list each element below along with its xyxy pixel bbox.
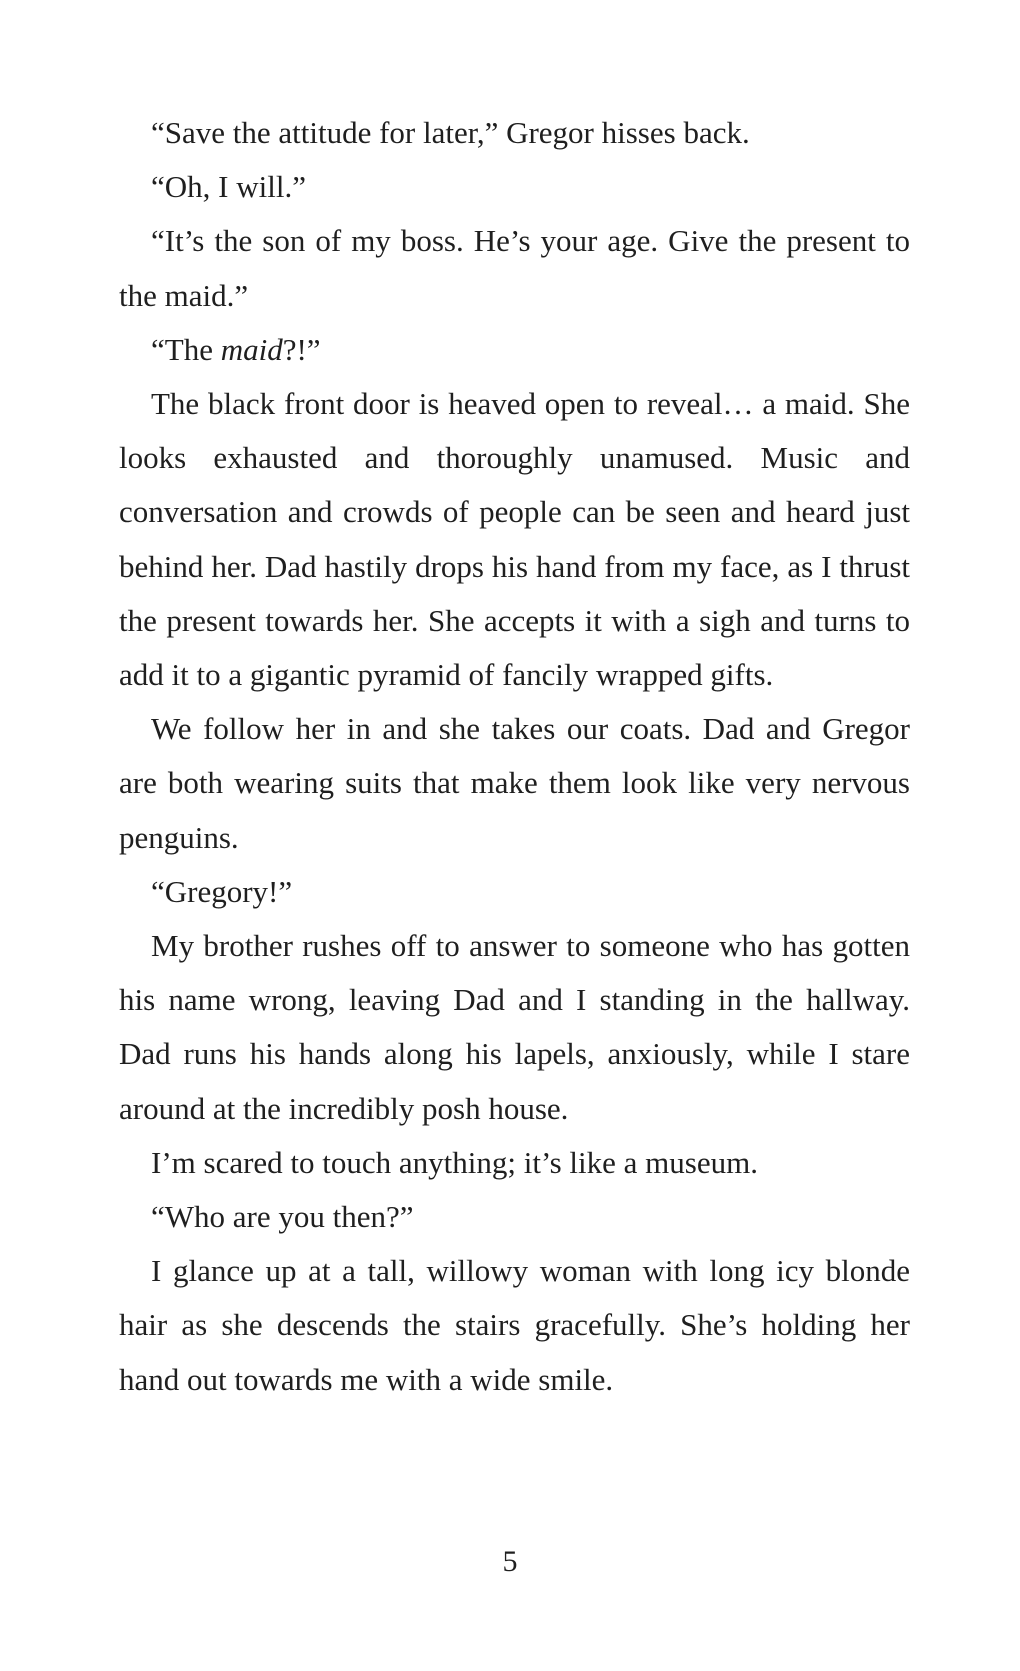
paragraph: “The maid?!” (151, 331, 321, 367)
paragraph: “Save the attitude for later,” Gregor hisses back. (151, 115, 750, 150)
paragraph: “Gregory!” (151, 873, 293, 909)
emphasis: maid (220, 331, 283, 367)
paragraph: I glance up at a tall, willowy woman with long icy blonde hair as she descends the stairs gracefully. She’s holding her hand out towards me with a wide smile. (119, 1253, 910, 1397)
paragraph: I’m scared to touch anything; it’s like a museum. (151, 1144, 758, 1180)
paragraph: We follow her in and she takes our coats. Dad and Gregor are both wearing suits that make them look like very nervous penguins. (119, 711, 910, 855)
page-number: 5 (502, 1545, 518, 1578)
body-text (119, 106, 910, 1407)
paragraph: “It’s the son of my boss. He’s your age. Give the present to the maid.” (119, 223, 910, 313)
paragraph: My brother rushes off to answer to someone who has gotten his name wrong, leaving Dad and I standing in the hallway. Dad runs his hands along his lapels, anxiously, while I stare around at the incredibly posh house. (119, 928, 910, 1126)
paragraph: “Who are you then?” (151, 1199, 414, 1235)
paragraph: The black front door is heaved open to reveal… a maid. She looks exhausted and thoroughly unamused. Music and conversation and crowds of people can be seen and heard just behind her. Dad hastily drops his hand from my face, as I thrust the present towards her. She accepts it with a sigh and turns to add it to a gigantic pyramid of fancily wrapped gifts. (119, 386, 910, 693)
paragraph: “Oh, I will.” (151, 169, 306, 205)
